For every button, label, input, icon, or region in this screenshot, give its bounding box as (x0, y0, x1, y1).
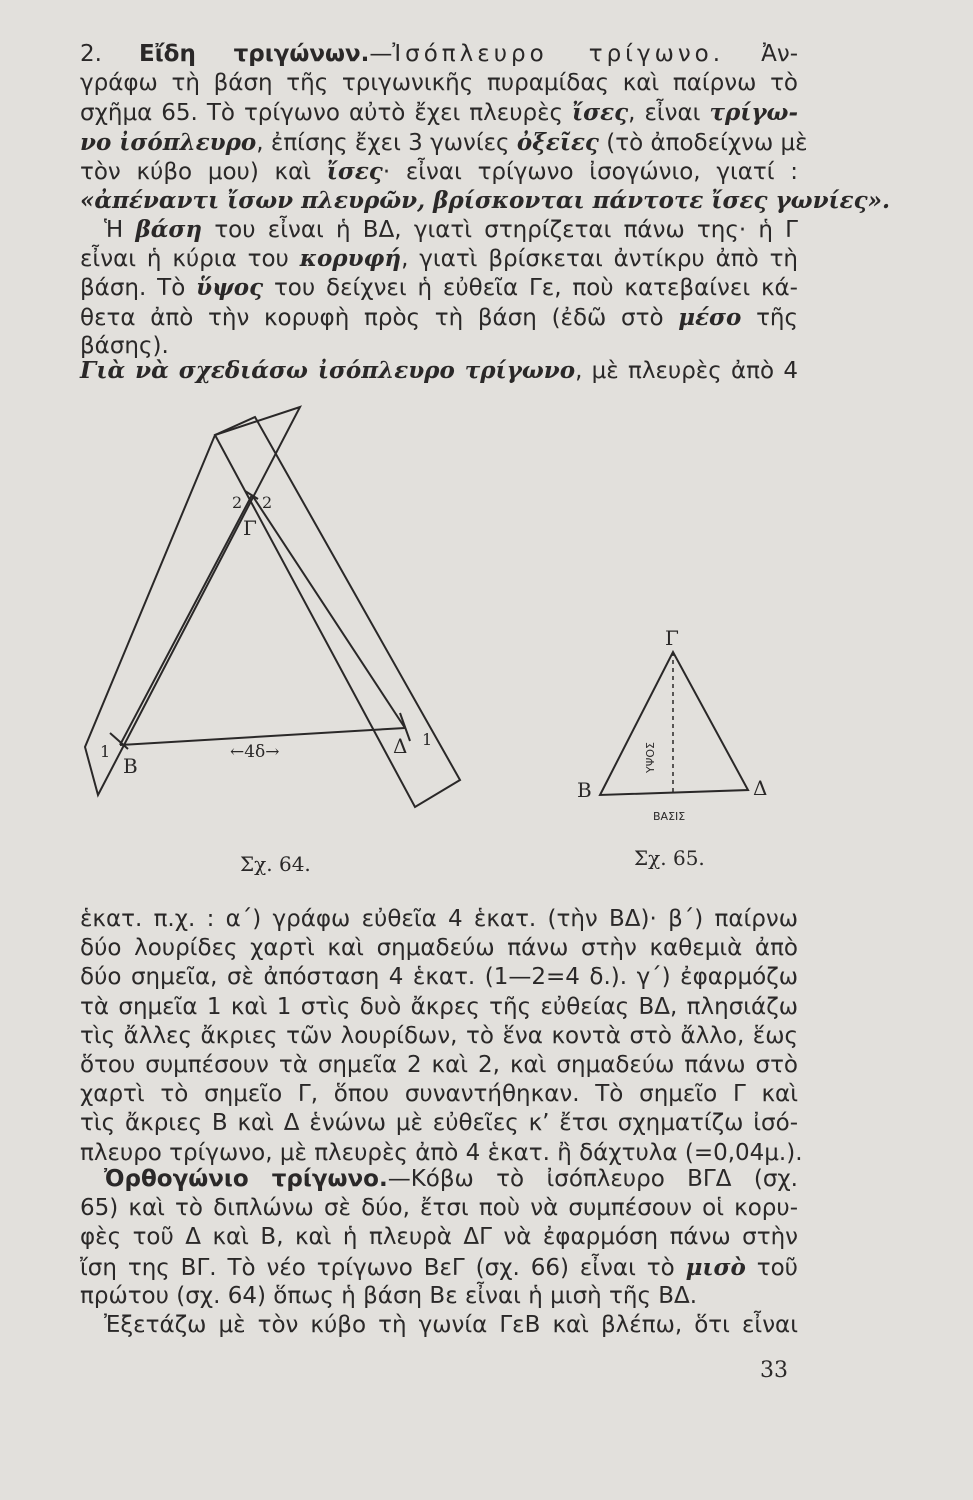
text-fragment: τὸν κύβο μου) καὶ (80, 158, 327, 185)
text-fragment: Ἡ (104, 217, 136, 243)
fig65-apex-label: Γ (665, 626, 679, 650)
section-heading: Ὀρθογώνιο τρίγωνο. (104, 1166, 388, 1192)
text-fragment: βάση. Τὸ (80, 275, 197, 302)
text-line (80, 40, 798, 69)
text-fragment: · εἶναι τρίγωνο ἰσογώνιο, γιατί : (382, 158, 798, 185)
emphasis: μέσο (678, 303, 742, 331)
text-fragment: (τὸ ἀποδείχνω μὲ (598, 129, 808, 156)
caption-fig-65: Σχ. 65. (634, 846, 705, 870)
fig64-mark-2-left: 2 (232, 493, 243, 512)
fig64-mark-2-right: 2 (262, 493, 273, 512)
text-fragment: —Κόβω τὸ ἰσόπλευρο ΒΓΔ (σχ. (387, 1166, 798, 1192)
fig65-height-label: ΥΨΟΣ (644, 742, 657, 773)
text-line: δύο σημεῖα, σὲ ἀπόσταση 4 ἑκατ. (1—2=4 δ.). γ΄) ἐφαρμόζω (80, 964, 798, 991)
text-line (80, 303, 798, 332)
paragraph-draw (80, 356, 798, 385)
text-line: ὅτου συμπέσουν τὰ σημεῖα 2 καὶ 2, καὶ σημαδεύω πάνω στὸ (80, 1051, 798, 1078)
section-heading: Εἴδη τριγώνων. (139, 41, 370, 67)
section-number: 2. (80, 41, 102, 67)
dash: — (369, 41, 393, 67)
page-number: 33 (760, 1358, 788, 1383)
text-fragment: τοῦ (745, 1254, 798, 1281)
text-fragment: θετα ἀπὸ τὴν κορυφὴ πρὸς τὴ βάση (ἐδῶ στὸ (80, 304, 679, 331)
text-line: πρώτου (σχ. 64) ὅπως ἡ βάση Βε εἶναι ἡ μισὴ τῆς ΒΔ. (80, 1282, 698, 1309)
text-line (80, 1165, 798, 1194)
emphasis: ὕψος (196, 274, 264, 302)
text-line (80, 98, 798, 127)
text-line: ἑκατ. π.χ. : α΄) γράφω εὐθεῖα 4 ἑκατ. (τὴν ΒΔ)· β΄) παίρνω (80, 906, 798, 932)
emphasis: κορυφή (299, 245, 402, 273)
emphasis: ὀξεῖες (516, 128, 599, 156)
emphasis: ἴσες (572, 99, 629, 127)
side-bg (120, 495, 252, 745)
paragraph-equilateral (80, 40, 891, 215)
figures-area (60, 395, 860, 915)
text-fragment: , ἐπίσης ἔχει 3 γωνίες (256, 129, 517, 156)
text-line: τὶς ἄλλες ἄκριες τῶν λουρίδων, τὸ ἕνα κοντὰ στὸ ἄλλο, ἕως (80, 1022, 798, 1049)
paragraph-right-triangle (80, 1165, 798, 1340)
emphasis: νο ἰσόπλευρο (80, 128, 257, 156)
emphasis: τρίγω- (709, 99, 798, 127)
fig65-b-label: Β (577, 778, 592, 802)
paragraph-steps (80, 905, 803, 1168)
emphasis: μισὸ (685, 1253, 746, 1281)
text-line: χαρτὶ τὸ σημεῖο Γ, ὅπου συναντήθηκαν. Τὸ σημεῖο Γ καὶ (80, 1081, 798, 1108)
text-line (80, 244, 798, 273)
text-line (80, 215, 798, 244)
fig64-d-label: Δ (393, 734, 408, 758)
text-line: 65) καὶ τὸ διπλώνω σὲ δύο, ἔτσι ποὺ νὰ συμπέσουν οἱ κορυ- (80, 1195, 798, 1222)
text-line (80, 157, 798, 186)
fig65-d-label: Δ (753, 776, 768, 800)
text-line: τὶς ἄκριες Β καὶ Δ ἑνώνω μὲ εὐθεῖες κ’ ἔτσι σχηματίζω ἰσό- (80, 1110, 798, 1137)
text-line (80, 128, 808, 157)
text-line: γράφω τὴ βάση τῆς τριγωνικῆς πυραμίδας καὶ παίρνω τὸ (80, 70, 798, 97)
text-line: φὲς τοῦ Δ καὶ Β, καὶ ἡ πλευρὰ ΔΓ νὰ ἐφαρμόση πάνω στὴν (80, 1224, 798, 1251)
text-line: Ἐξετάζω μὲ τὸν κύβο τὴ γωνία ΓεΒ καὶ βλέπω, ὅτι εἶναι (104, 1311, 798, 1338)
text-line: πλευρο τρίγωνο, μὲ πλευρὲς ἀπὸ 4 ἑκατ. ἢ δάχτυλα (=0,04μ.). (80, 1139, 803, 1166)
text-fragment: εἶναι ἡ κύρια του (80, 246, 300, 273)
fig64-mark-1-right: 1 (422, 730, 433, 749)
text-fragment: Ἀν- (761, 41, 798, 67)
text-fragment: τῆς (741, 304, 798, 331)
paragraph-base (80, 215, 798, 361)
text-line: τὰ σημεῖα 1 καὶ 1 στὶς δυὸ ἄκρες τῆς εὐθείας ΒΔ, πλησιάζω (80, 993, 798, 1020)
text-fragment: , εἶναι (628, 100, 710, 127)
text-line: δύο λουρίδες χαρτὶ καὶ σημαδεύω πάνω στὴν καθεμιὰ ἀπὸ (80, 935, 798, 962)
text-line: βάσης). (80, 332, 169, 359)
text-line (80, 273, 798, 302)
fig64-measure: ←4δ→ (230, 742, 280, 762)
fig64-b-label: Β (123, 754, 138, 778)
text-fragment: , μὲ πλευρὲς ἀπὸ 4 (575, 358, 798, 384)
text-line (80, 356, 798, 385)
fig65-base-label: ΒΑΣΙΣ (653, 810, 686, 823)
spaced-term: Ἰσόπλευρο τρίγωνο. (392, 41, 725, 67)
caption-fig-64: Σχ. 64. (240, 852, 311, 876)
fig64-apex-label: Γ (243, 516, 257, 540)
side-gd (252, 495, 405, 728)
emphasis: βάση (135, 216, 203, 243)
figure-65 (600, 652, 748, 795)
equilateral-triangle (600, 652, 748, 795)
emphasis: Γιὰ νὰ σχεδιάσω ἰσόπλευρο τρίγωνο (80, 357, 576, 384)
text-line (80, 1253, 798, 1282)
text-fragment: του εἶναι ἡ ΒΔ, γιατὶ στηρίζεται πάνω της· ἡ Γ (202, 217, 798, 243)
fig64-mark-1-left: 1 (100, 742, 111, 761)
text-fragment: του δείχνει ἡ εὐθεῖα Γε, ποὺ κατεβαίνει κά- (263, 275, 798, 302)
text-fragment: ἴση της ΒΓ. Τὸ νέο τρίγωνο ΒεΓ (σχ. 66) εἶναι τὸ (80, 1254, 686, 1281)
quoted-rule: «ἀπέναντι ἴσων πλευρῶν, βρίσκονται πάντοτε ἴσες γωνίες». (80, 186, 891, 214)
text-fragment: σχῆμα 65. Τὸ τρίγωνο αὐτὸ ἔχει πλευρὲς (80, 100, 573, 127)
emphasis: ἴσες (326, 157, 383, 185)
text-fragment: , γιατὶ βρίσκεται ἀντίκρυ ἀπὸ τὴ (401, 246, 798, 273)
